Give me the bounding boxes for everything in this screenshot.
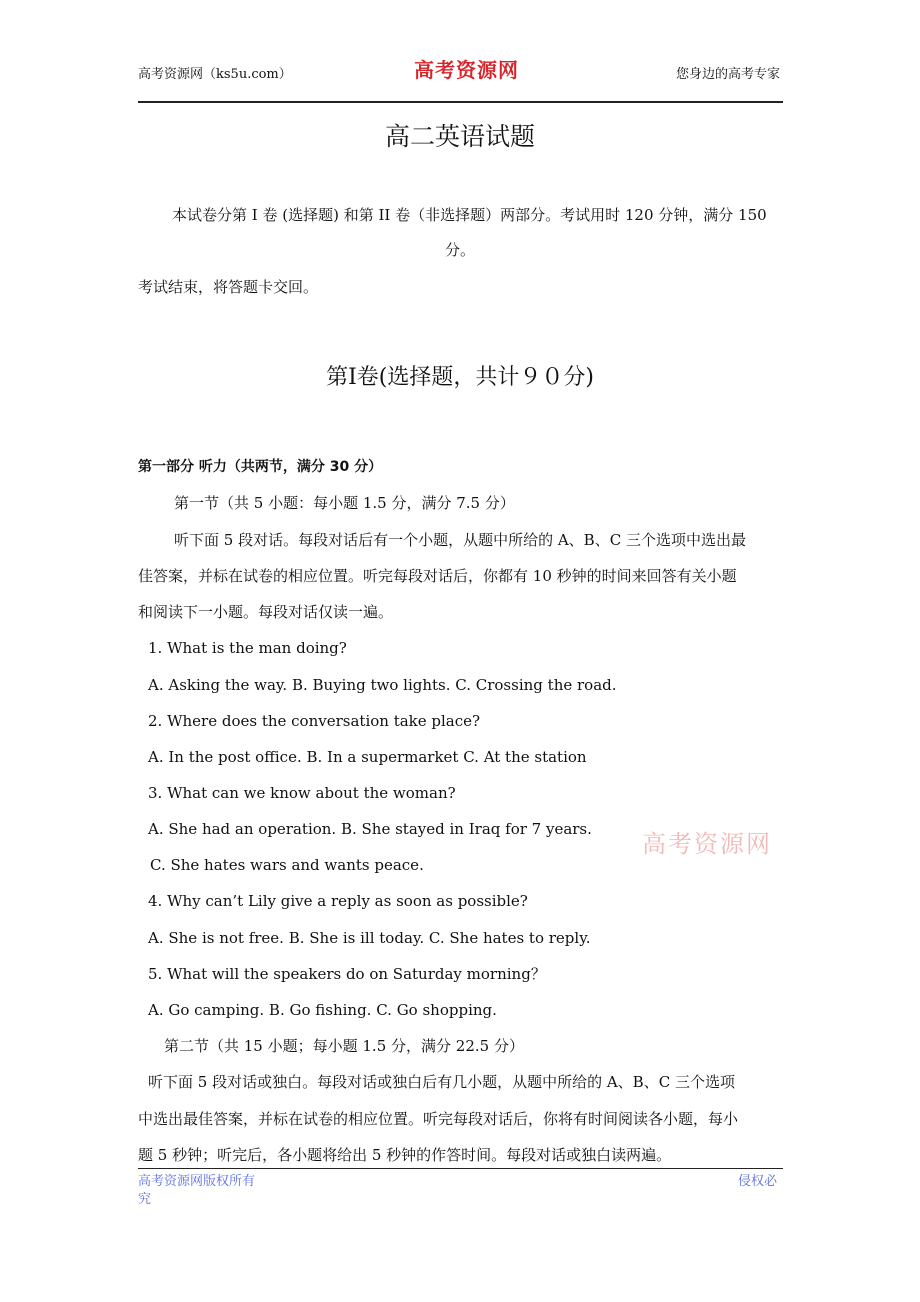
instruction-line: 题 5 秒钟；听完后，各小题将给出 5 秒钟的作答时间。每段对话或独白读两遍。 (138, 1146, 672, 1164)
footer-right: 侵权必 (738, 1174, 778, 1189)
intro-line: 分。 (444, 241, 475, 259)
section-title: 第Ⅰ卷(选择题，共计９０分) (326, 365, 594, 390)
instruction-line: 佳答案，并标在试卷的相应位置。听完每段对话后，你都有 10 秒钟的时间来回答有关小题 (138, 567, 737, 585)
options: A. Go camping. B. Go fishing. C. Go shopping. (148, 1001, 497, 1019)
options: A. Asking the way. B. Buying two lights. C. Crossing the road. (148, 676, 617, 694)
question: 5. What will the speakers do on Saturday morning？ (148, 965, 546, 983)
header-divider (138, 101, 783, 103)
intro-line: 考试结束，将答题卡交回。 (138, 278, 319, 296)
logo: 高考资源网 (414, 58, 519, 82)
footer-divider (138, 1168, 783, 1169)
part-heading: 第一部分 听力（共两节，满分 30 分） (138, 459, 383, 475)
question: 2. Where does the conversation take place? (148, 712, 481, 730)
header-right: 您身边的高考专家 (676, 67, 781, 82)
header-left: 高考资源网（ks5u.com） (138, 67, 292, 82)
instruction-line: 和阅读下一小题。每段对话仅读一遍。 (138, 603, 394, 621)
instruction-line: 听下面 5 段对话或独白。每段对话或独白后有几小题，从题中所给的 A、B、C 三个选项 (148, 1073, 735, 1091)
page-title: 高二英语试题 (384, 122, 535, 151)
intro-line: 本试卷分第 I 卷 (选择题) 和第 II 卷（非选择题）两部分。考试用时 120 分钟，满分 150 (172, 206, 767, 224)
question: 3. What can we know about the woman? (148, 784, 456, 802)
footer-left-cont: 究 (138, 1192, 152, 1207)
options: A. She had an operation. B. She stayed in Iraq for 7 years. (148, 820, 592, 838)
options: A. She is not free. B. She is ill today. C. She hates to reply. (148, 929, 591, 947)
sub-heading: 第二节（共 15 小题；每小题 1.5 分，满分 22.5 分） (164, 1037, 524, 1055)
sub-heading: 第一节（共 5 小题：每小题 1.5 分，满分 7.5 分） (174, 494, 515, 512)
options: A. In the post office. B. In a supermarket C. At the station (148, 748, 587, 766)
footer-left: 高考资源网版权所有 (138, 1174, 256, 1189)
instruction-line: 听下面 5 段对话。每段对话后有一个小题，从题中所给的 A、B、C 三个选项中选出最 (174, 531, 746, 549)
watermark: 高考资源网 (642, 830, 772, 858)
question: 1. What is the man doing? (148, 639, 347, 657)
question: 4. Why can’t Lily give a reply as soon as possible? (148, 892, 528, 910)
instruction-line: 中选出最佳答案，并标在试卷的相应位置。听完每段对话后，你将有时间阅读各小题，每小 (138, 1110, 739, 1128)
options: C. She hates wars and wants peace. (150, 856, 424, 874)
